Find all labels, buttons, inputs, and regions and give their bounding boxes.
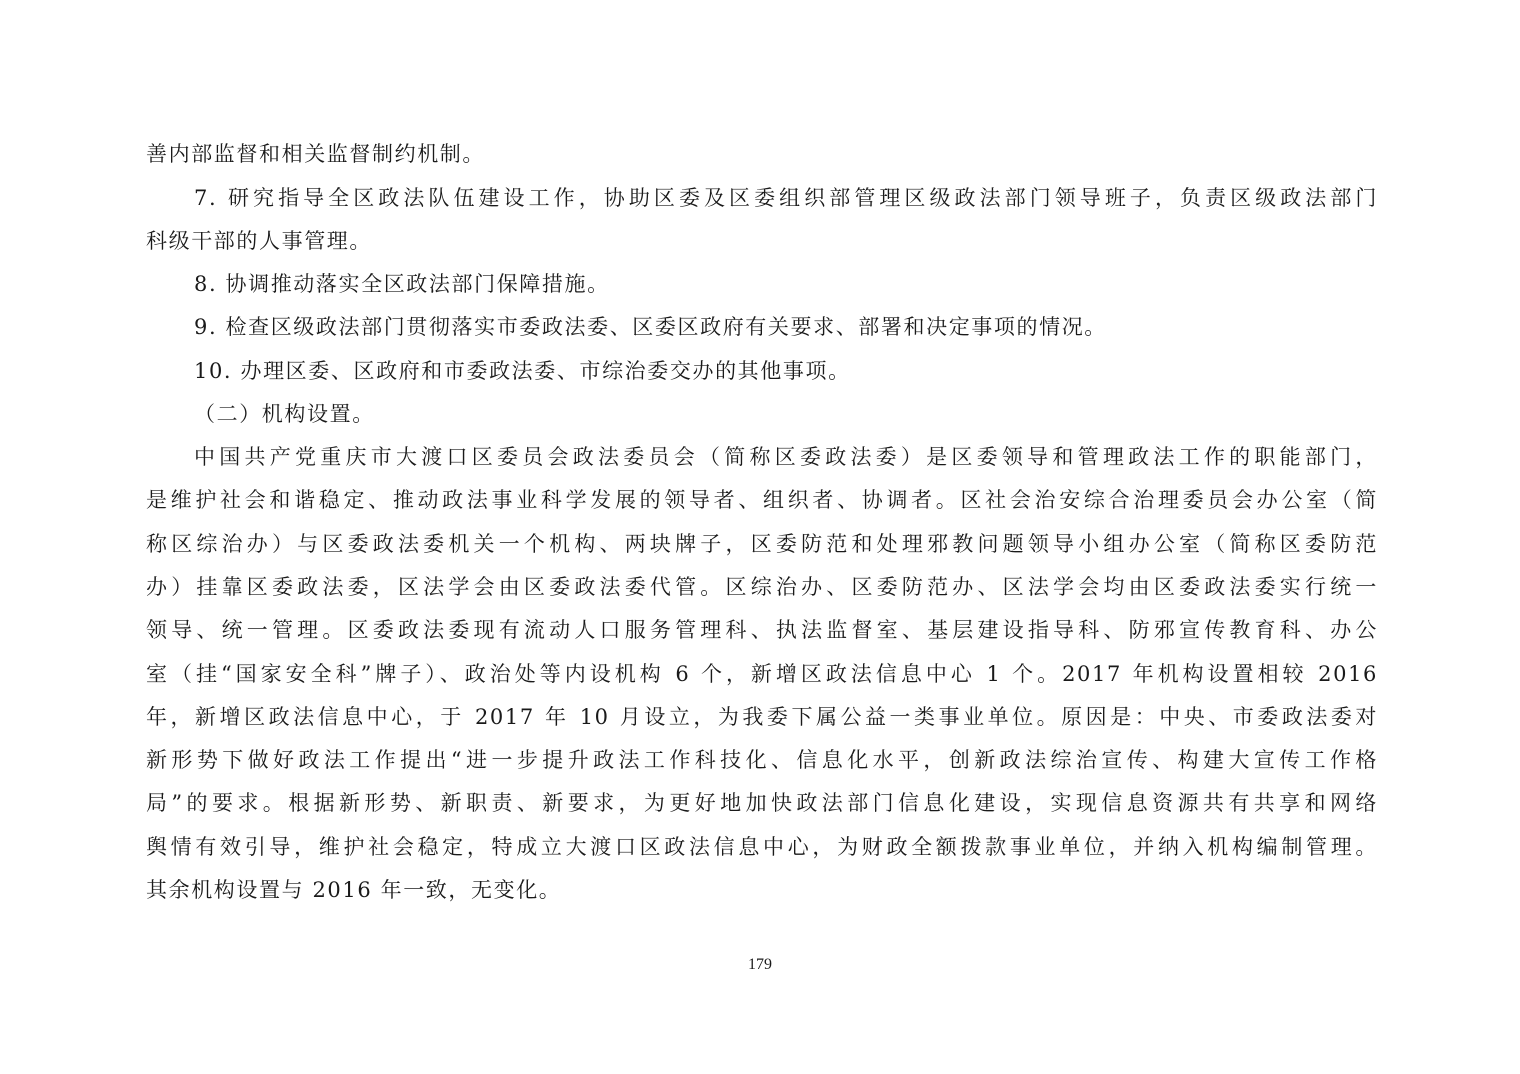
text-line-4: 8. 协调推动落实全区政法部门保障措施。 bbox=[194, 272, 610, 296]
page-number: 179 bbox=[748, 956, 772, 973]
text-line-14: 年，新增区政法信息中心，于 2017 年 10 月设立，为我委下属公益一类事业单位。原因是：中央、市委政法委对 bbox=[146, 705, 1378, 729]
text-line-15: 新形势下做好政法工作提出“进一步提升政法工作科技化、信息化水平，创新政法综治宣传、构建大宣传工作格 bbox=[146, 748, 1378, 772]
text-line-8: 中国共产党重庆市大渡口区委员会政法委员会（简称区委政法委）是区委领导和管理政法工作的职能部门， bbox=[194, 445, 1378, 469]
text-line-9: 是维护社会和谐稳定、推动政法事业科学发展的领导者、组织者、协调者。区社会治安综合治理委员会办公室（简 bbox=[146, 488, 1378, 512]
text-line-10: 称区综治办）与区委政法委机关一个机构、两块牌子，区委防范和处理邪教问题领导小组办公室（简称区委防范 bbox=[146, 532, 1378, 556]
text-line-3: 科级干部的人事管理。 bbox=[146, 229, 372, 253]
section-heading: （二）机构设置。 bbox=[194, 402, 375, 426]
text-line-1: 善内部监督和相关监督制约机制。 bbox=[146, 142, 485, 166]
text-line-2: 7. 研究指导全区政法队伍建设工作，协助区委及区委组织部管理区级政法部门领导班子，负责区级政法部门 bbox=[194, 186, 1378, 210]
text-line-6: 10. 办理区委、区政府和市委政法委、市综治委交办的其他事项。 bbox=[194, 359, 851, 383]
text-line-11: 办）挂靠区委政法委，区法学会由区委政法委代管。区综治办、区委防范办、区法学会均由区委政法委实行统一 bbox=[146, 575, 1378, 599]
text-line-17: 舆情有效引导，维护社会稳定，特成立大渡口区政法信息中心，为财政全额拨款事业单位，并纳入机构编制管理。 bbox=[146, 835, 1378, 859]
text-line-12: 领导、统一管理。区委政法委现有流动人口服务管理科、执法监督室、基层建设指导科、防邪宣传教育科、办公 bbox=[146, 618, 1378, 642]
text-line-18: 其余机构设置与 2016 年一致，无变化。 bbox=[146, 878, 562, 902]
text-line-16: 局”的要求。根据新形势、新职责、新要求，为更好地加快政法部门信息化建设，实现信息资源共有共享和网络 bbox=[146, 791, 1378, 815]
text-line-5: 9. 检查区级政法部门贯彻落实市委政法委、区委区政府有关要求、部署和决定事项的情况。 bbox=[194, 315, 1107, 339]
text-line-13: 室（挂“国家安全科”牌子）、政治处等内设机构 6 个，新增区政法信息中心 1 个。2017 年机构设置相较 2016 bbox=[146, 662, 1378, 686]
